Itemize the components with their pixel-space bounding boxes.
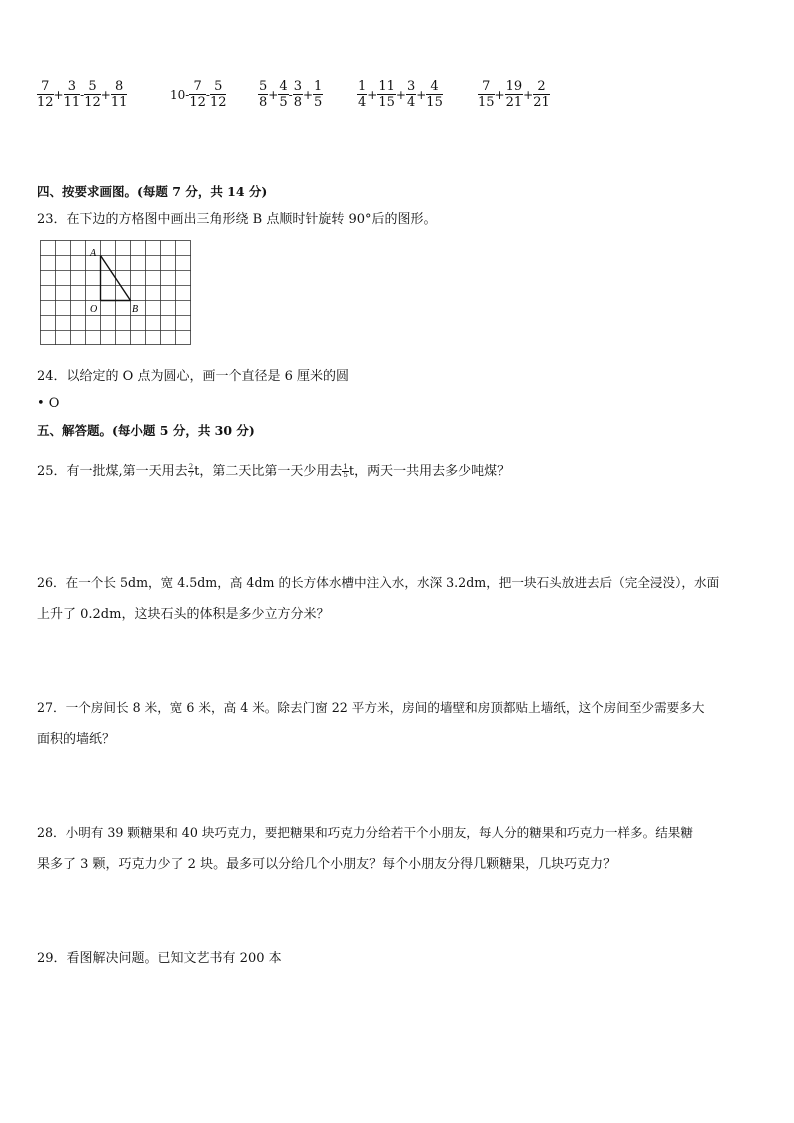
numerator: 8 — [111, 80, 128, 95]
numerator: 19 — [505, 79, 523, 94]
question-27-line-1: 27．一个房间长 8 米，宽 6 米，高 4 米。除去门窗 22 平方米，房间的墙壁和房顶都贴上墙纸，这个房间至少需要多大 — [37, 700, 705, 715]
denominator: 5 — [279, 95, 288, 110]
expression-2 — [170, 80, 226, 109]
q25-f2-num: 1 — [343, 463, 348, 471]
numerator: 2 — [533, 80, 550, 95]
numerator: 5 — [84, 80, 101, 95]
question-23: 23．在下边的方格图中画出三角形绕 B 点顺时针旋转 90°后的图形。 — [37, 212, 437, 227]
denominator: 12 — [37, 95, 54, 110]
q25-f1-num: 2 — [188, 463, 194, 471]
numerator: 3 — [406, 79, 416, 94]
fraction — [293, 80, 303, 109]
operator: + — [100, 87, 111, 102]
operator: + — [302, 87, 314, 102]
fraction — [313, 80, 323, 109]
fraction — [64, 80, 81, 109]
numerator: 4 — [426, 80, 443, 95]
denominator: 11 — [63, 95, 81, 110]
denominator: 4 — [358, 95, 367, 110]
fraction — [111, 80, 128, 109]
question-26-line-1: 26．在一个长 5dm，宽 4.5dm，高 4dm 的长方体水槽中注入水，水深 3.2dm，把一块石头放进去后（完全浸没），水面 — [37, 575, 720, 590]
operator: + — [416, 87, 427, 102]
operator: + — [53, 87, 64, 102]
denominator: 12 — [189, 95, 206, 110]
fraction — [478, 80, 495, 109]
q25-f1-den: 7 — [188, 471, 194, 479]
fraction — [377, 80, 396, 109]
denominator: 15 — [426, 95, 443, 110]
fraction — [533, 80, 550, 109]
grid-lines — [40, 240, 191, 345]
numerator: 7 — [37, 80, 54, 95]
numerator: 1 — [358, 79, 367, 94]
section-4-heading: 四、按要求画图。(每题 7 分，共 14 分) — [37, 184, 268, 199]
operator: - — [205, 87, 210, 102]
operator: + — [395, 87, 406, 102]
expression-1 — [37, 80, 127, 109]
numerator: 7 — [478, 80, 495, 95]
fraction — [357, 80, 367, 109]
fraction — [258, 80, 268, 109]
fraction — [426, 80, 443, 109]
grid-figure — [40, 240, 192, 346]
question-27-line-2: 面积的墙纸？ — [37, 732, 116, 747]
question-26-line-2: 上升了 0.2dm，这块石头的体积是多少立方分米？ — [37, 607, 330, 622]
question-28-line-2: 果多了 3 颗，巧克力少了 2 块。最多可以分给几个小朋友？每个小朋友分得几颗糖果，几块巧克力？ — [37, 857, 617, 872]
expression-5 — [478, 80, 550, 109]
label-o: O — [90, 304, 98, 315]
numerator: 1 — [314, 79, 323, 94]
center-point-o: • O — [37, 396, 60, 411]
fraction — [406, 80, 416, 109]
q25-text-b: t，第二天比第一天少用去 — [194, 464, 343, 479]
operator: + — [494, 87, 505, 102]
fraction — [278, 80, 288, 109]
question-24: 24．以给定的 O 点为圆心，画一个直径是 6 厘米的圆 — [37, 369, 350, 384]
grid-svg — [40, 240, 192, 346]
denominator: 11 — [110, 95, 128, 110]
numerator: 5 — [259, 79, 268, 94]
operator: + — [268, 87, 279, 102]
denominator: 12 — [84, 95, 101, 110]
numerator: 4 — [279, 79, 288, 94]
label-a: A — [90, 248, 97, 259]
operator: + — [523, 87, 534, 102]
fraction — [210, 80, 227, 109]
expression-4 — [357, 80, 443, 109]
denominator: 8 — [259, 95, 268, 110]
denominator: 21 — [533, 95, 550, 110]
fraction — [84, 80, 101, 109]
q25-f2-den: 5 — [343, 471, 348, 479]
question-25 — [37, 460, 510, 479]
q25-text-c: t，两天一共用去多少吨煤？ — [348, 464, 511, 479]
fraction — [189, 80, 206, 109]
fraction — [37, 80, 54, 109]
denominator: 12 — [209, 95, 227, 110]
expression-3 — [258, 80, 323, 109]
operator: 10- — [170, 87, 190, 102]
denominator: 4 — [406, 95, 416, 110]
operator: - — [288, 87, 293, 102]
question-29: 29．看图解决问题。已知文艺书有 200 本 — [37, 951, 282, 966]
question-28-line-1: 28．小明有 39 颗糖果和 40 块巧克力，要把糖果和巧克力分给若干个小朋友，每人分的糖果和巧克力一样多。结果糖 — [37, 825, 693, 840]
denominator: 15 — [478, 95, 495, 110]
numerator: 3 — [293, 79, 302, 94]
numerator: 7 — [189, 80, 206, 95]
section-5-heading: 五、解答题。(每小题 5 分，共 30 分) — [37, 423, 255, 438]
numerator: 5 — [210, 80, 227, 95]
q25-text-a: 25．有一批煤,第一天用去 — [37, 464, 188, 479]
numerator: 3 — [64, 80, 81, 95]
label-b: B — [132, 304, 139, 315]
denominator: 21 — [505, 95, 523, 110]
operator: + — [367, 87, 378, 102]
numerator: 11 — [378, 79, 395, 94]
operator: - — [80, 87, 85, 102]
denominator: 15 — [378, 95, 395, 110]
denominator: 8 — [293, 95, 302, 110]
fraction — [505, 80, 524, 109]
denominator: 5 — [314, 95, 323, 110]
